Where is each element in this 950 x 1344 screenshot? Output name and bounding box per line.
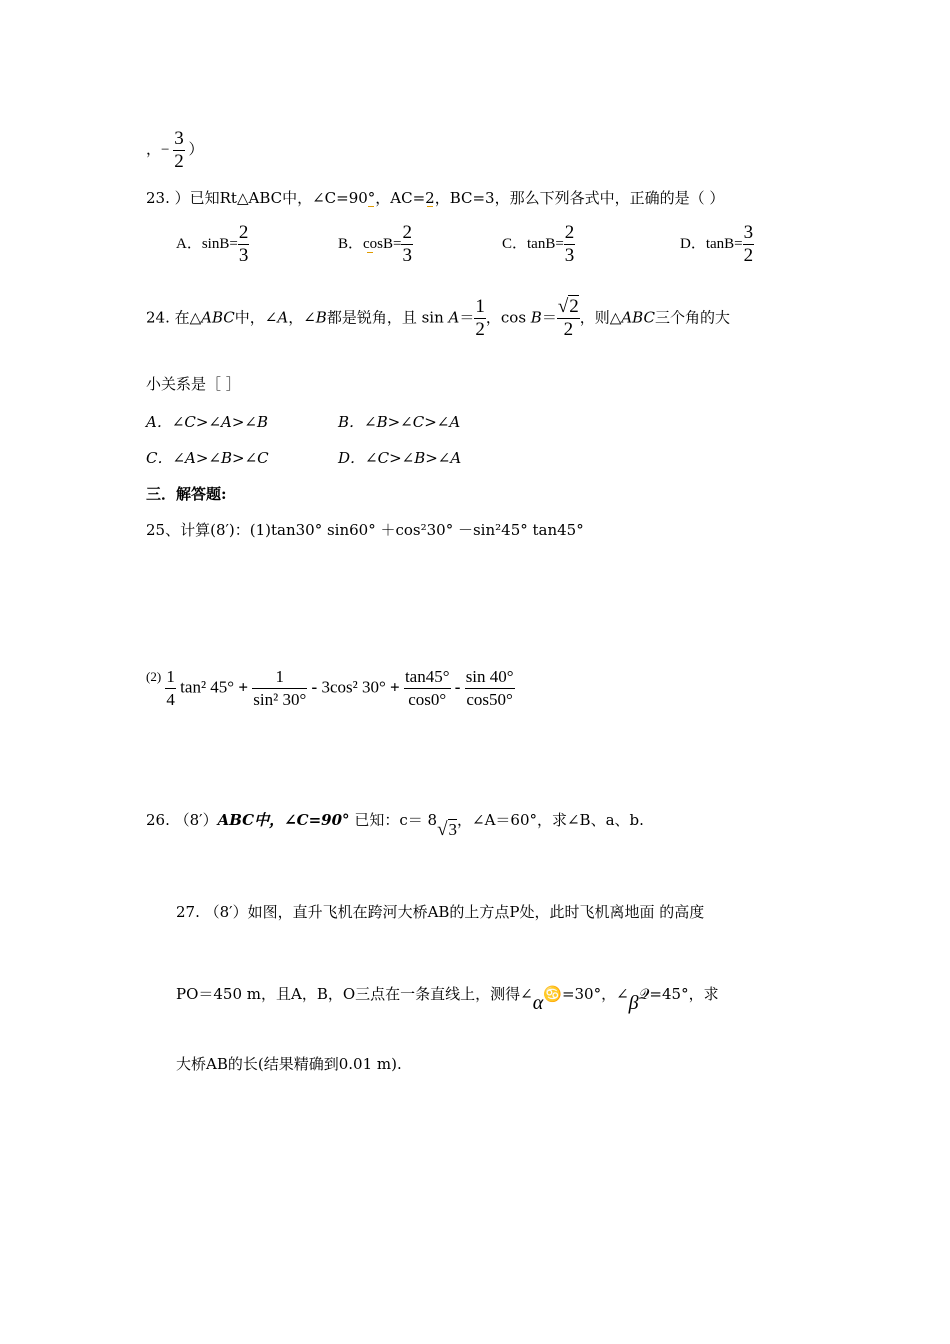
denominator: cos0°	[408, 690, 447, 709]
operator: +	[238, 677, 249, 697]
radical-sign: √	[437, 819, 448, 840]
fraction	[238, 222, 250, 267]
text: 26. （8′）	[146, 811, 218, 829]
numerator: 1	[475, 296, 485, 317]
text: =45°，求	[649, 985, 719, 1003]
operator: -	[454, 677, 461, 697]
part-label: (2)	[146, 669, 162, 684]
option-label: A．sinB=	[176, 235, 238, 252]
text: =30°，∠	[561, 985, 629, 1003]
text: PO＝450 m，且A，B，O三点在一条直线上，测得∠	[176, 985, 533, 1003]
text: ABC	[621, 308, 655, 327]
numerator: 3	[743, 222, 754, 243]
denominator: 3	[402, 245, 412, 266]
text: B	[315, 308, 327, 327]
text: 中，∠	[234, 308, 278, 327]
text: 都是锐角，且 sin	[326, 308, 449, 327]
fraction	[743, 222, 755, 267]
operator: +	[390, 677, 400, 697]
numerator: 2	[238, 222, 249, 243]
question-23-option-b[interactable]	[338, 222, 413, 267]
denominator: 2	[743, 245, 754, 266]
question-24-option-b[interactable]: B．∠B>∠C>∠A	[338, 413, 461, 431]
radicand: 3	[448, 820, 457, 839]
edit-mark	[368, 202, 374, 207]
section-heading: 三．解答题:	[146, 485, 227, 503]
edit-mark	[367, 248, 373, 253]
sqrt	[558, 296, 579, 318]
text: ，∠A＝60°，求∠B、a、b.	[457, 811, 644, 829]
text: ，∠	[288, 308, 316, 327]
numerator: 3	[174, 128, 184, 149]
text: ABC中，∠C=90°	[217, 811, 350, 829]
numerator: sin 40°	[465, 666, 515, 689]
question-25-stem: 25、计算(8′)：(1)tan30° sin60° ＋cos²30° －sin²45° tan45°	[146, 521, 584, 539]
question-23-stem: 23. ）已知Rt△ABC中，∠C=90°，AC=2，BC=3，那么下列各式中，正确的是（ ）	[146, 189, 725, 207]
denominator: 3	[564, 245, 575, 266]
text: ＝	[541, 308, 557, 327]
numerator: 1	[165, 666, 176, 689]
radicand: 2	[569, 296, 579, 317]
text: ＝	[459, 308, 475, 327]
term: tan² 45°	[180, 677, 235, 697]
numerator: 2	[564, 222, 575, 243]
text: A	[448, 308, 460, 327]
option-label: D．tanB=	[680, 235, 743, 252]
fraction	[564, 222, 576, 267]
question-24-option-c[interactable]: C．∠A>∠B>∠C	[146, 449, 269, 467]
fraction	[404, 666, 451, 711]
option-label: C．tanB=	[502, 235, 564, 252]
text: 24. 在△	[146, 308, 202, 327]
fragment-prefix: ，−	[146, 141, 170, 158]
question-24-stem	[146, 296, 730, 341]
text: ，则△	[579, 308, 622, 327]
question-25-part-2	[146, 666, 515, 711]
fragment-suffix: ）	[188, 141, 204, 158]
fraction	[557, 296, 580, 341]
denominator: cos50°	[466, 690, 513, 709]
fraction	[474, 296, 486, 341]
term: 3cos² 30°	[321, 677, 386, 697]
text: ，cos	[485, 308, 531, 327]
option-label: B．cosB=	[338, 235, 402, 252]
operator: -	[311, 677, 318, 697]
fraction	[401, 222, 413, 267]
denominator: 4	[166, 690, 175, 709]
question-24-line-2: 小关系是［ ］	[146, 375, 241, 393]
denominator: 2	[563, 319, 574, 340]
sqrt	[437, 820, 457, 841]
fraction	[465, 666, 515, 711]
question-27-line-2	[176, 984, 719, 1013]
text: 已知：c＝ 8	[354, 811, 438, 829]
top-fragment	[146, 128, 203, 173]
numerator: tan45°	[404, 666, 451, 689]
denominator: 2	[475, 319, 485, 340]
script-q-icon: 𝒬	[638, 985, 650, 1003]
beta-symbol: β	[628, 992, 639, 1014]
fraction	[252, 666, 307, 711]
denominator: sin² 30°	[253, 690, 307, 709]
question-27-line-1: 27. （8′）如图，直升飞机在跨河大桥AB的上方点P处，此时飞机离地面 的高度	[176, 903, 705, 921]
text: A	[277, 308, 289, 327]
question-24-option-a[interactable]: A．∠C>∠A>∠B	[146, 413, 269, 431]
numerator: 2	[402, 222, 412, 243]
denominator: 3	[238, 245, 249, 266]
denominator: 2	[174, 151, 184, 172]
text: ABC	[201, 308, 235, 327]
text: 三个角的大	[654, 308, 730, 327]
question-24-option-d[interactable]: D．∠C>∠B>∠A	[338, 449, 462, 467]
edit-mark	[427, 202, 433, 207]
fraction	[165, 666, 176, 711]
numerator	[557, 296, 580, 319]
numerator: 1	[252, 666, 307, 689]
alpha-symbol: α	[532, 992, 544, 1014]
question-27-line-3: 大桥AB的长(结果精确到0.01 m).	[176, 1055, 402, 1073]
cancer-symbol-icon: ♋	[543, 985, 562, 1003]
question-23-option-a[interactable]	[176, 222, 249, 267]
question-26	[146, 810, 644, 841]
question-23-option-c[interactable]	[502, 222, 575, 267]
question-23-option-d[interactable]	[680, 222, 754, 267]
fraction	[173, 128, 185, 173]
radical-sign: √	[557, 296, 569, 317]
text: B	[530, 308, 542, 327]
